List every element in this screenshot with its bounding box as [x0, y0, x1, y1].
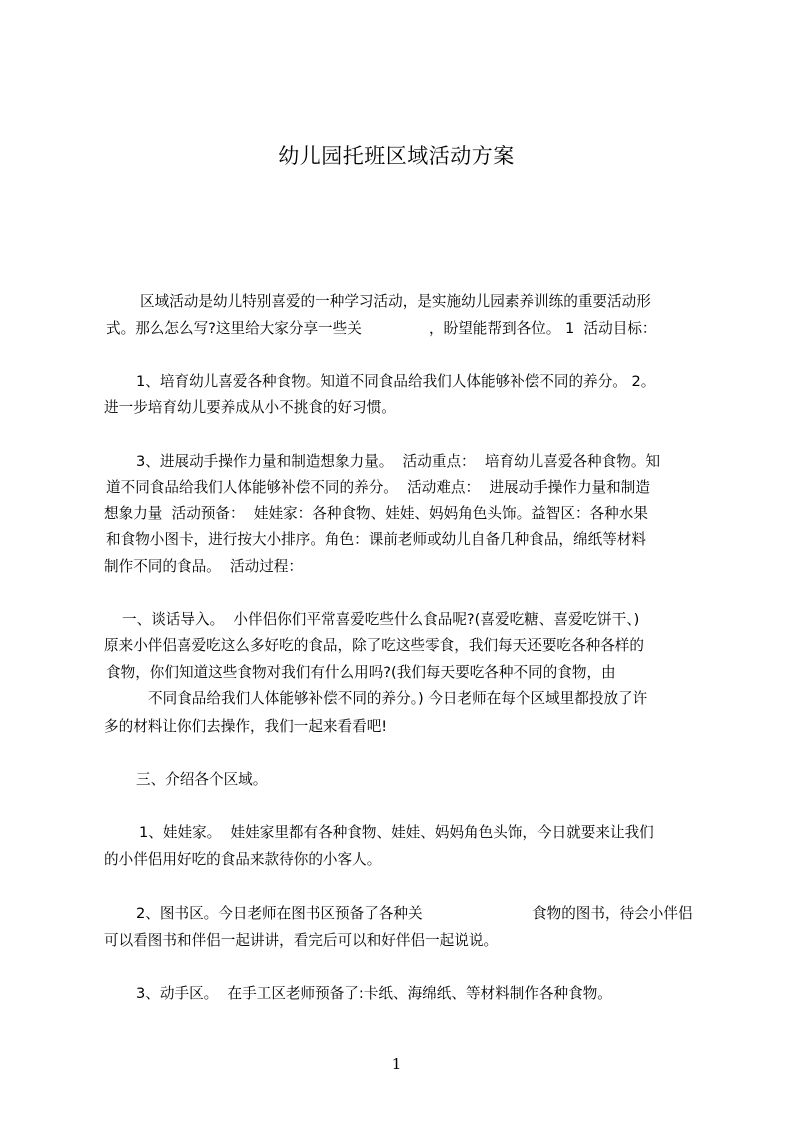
- process-line-1: 一、谈话导入。 小伴侣你们平常喜爱吃些什么食品呢?(喜爱吃糖、喜爱吃饼干、): [122, 611, 640, 628]
- process-line-3: 食物，你们知道这些食物对我们有什么用吗?(我们每天要吃各种不同的食物，由: [106, 664, 616, 681]
- goals-p2-line-2: 道不同食品给我们人体能够补偿不同的养分。 活动难点： 进展动手操作力量和制造: [106, 479, 650, 496]
- process-line-4: 不同食品给我们人体能够补偿不同的养分。) 今日老师在每个区域里都投放了许: [148, 690, 648, 707]
- goals-p2-line-1: 3、进展动手操作力量和制造想象力量。 活动重点： 培育幼儿喜爱各种食物。知: [136, 453, 661, 470]
- goals-p1-line-2: 进一步培育幼儿要养成从小不挑食的好习惯。: [104, 399, 396, 416]
- process-line-2: 原来小伴侣喜爱吃这么多好吃的食品，除了吃这些零食，我们每天还要吃各种各样的: [104, 637, 644, 654]
- section-3-heading: 三、介绍各个区域。: [136, 771, 268, 788]
- goals-p1-line-1: 1、培育幼儿喜爱各种食物。知道不同食品给我们人体能够补偿不同的养分。 2。: [136, 373, 656, 390]
- section-3-item-2-line-1b: 食物的图书，待会小伴侣: [532, 905, 693, 922]
- intro-line-2b: ，盼望能帮到各位。 1 活动目标：: [429, 320, 657, 337]
- section-3-item-3-line-1: 3、动手区。 在手工区老师预备了:卡纸、海绵纸、等材料制作各种食物。: [136, 985, 612, 1002]
- document-title: 幼儿园托班区域活动方案: [278, 144, 515, 168]
- section-3-item-2-line-1a: 2、图书区。今日老师在图书区预备了各种关: [136, 905, 423, 922]
- page-number: 1: [391, 1055, 402, 1073]
- goals-p2-line-5: 制作不同的食品。 活动过程：: [104, 558, 303, 575]
- intro-line-2a: 式。那么怎么写?这里给大家分享一些关: [106, 320, 362, 337]
- goals-p2-line-3: 想象力量 活动预备： 娃娃家：各种食物、娃娃、妈妈角色头饰。益智区：各种水果: [104, 505, 648, 522]
- section-3-item-1-line-1: 1、娃娃家。 娃娃家里都有各种食物、娃娃、妈妈角色头饰，今日就要来让我们: [139, 824, 654, 841]
- intro-line-1: 区域活动是幼儿特别喜爱的一种学习活动，是实施幼儿园素养训练的重要活动形: [140, 293, 651, 310]
- section-3-item-2-line-2: 可以看图书和伴侣一起讲讲，看完后可以和好伴侣一起说说。: [104, 932, 499, 949]
- goals-p2-line-4: 和食物小图卡，进行按大小排序。角色：课前老师或幼儿自备几种食品，绵纸等材料: [106, 531, 646, 548]
- process-line-5: 多的材料让你们去操作，我们一起来看看吧!: [104, 718, 388, 735]
- section-3-item-1-line-2: 的小伴侣用好吃的食品来款待你的小客人。: [104, 851, 382, 868]
